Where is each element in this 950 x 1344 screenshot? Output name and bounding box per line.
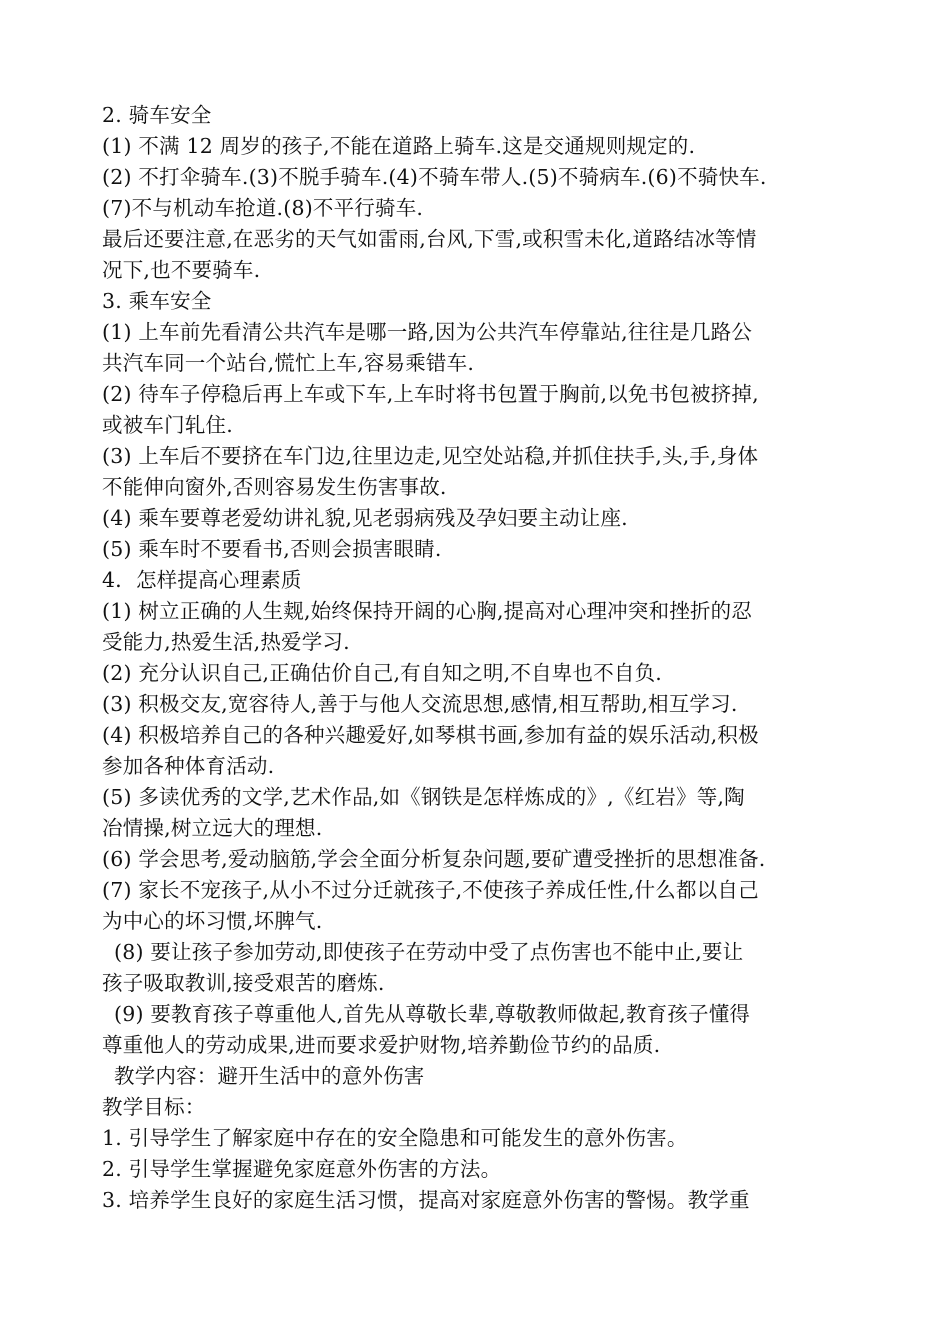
paragraph-line: 况下,也不要骑车. (102, 258, 261, 282)
section-heading-ride-safety: 3. 乘车安全 (102, 289, 212, 313)
paragraph-line: (7) 家长不宠孩子,从小不过分迁就孩子,不使孩子养成任性,什么都以自己 (102, 878, 759, 902)
paragraph-line: 或被车门轧住. (102, 413, 233, 437)
paragraph-line: 受能力,热爱生活,热爱学习. (102, 630, 350, 654)
section-heading-bike-safety: 2. 骑车安全 (102, 103, 212, 127)
paragraph-line: 尊重他人的劳动成果,进而要求爱护财物,培养勤俭节约的品质. (102, 1033, 661, 1057)
paragraph-line: (4) 乘车要尊老爱幼讲礼貌,见老弱病残及孕妇要主动让座. (102, 506, 628, 530)
paragraph-line: 共汽车同一个站台,慌忙上车,容易乘错车. (102, 351, 475, 375)
paragraph-line: (1) 不满 12 周岁的孩子,不能在道路上骑车.这是交通规则规定的. (102, 134, 696, 158)
teaching-content-line: 教学内容：避开生活中的意外伤害 (114, 1064, 425, 1088)
paragraph-line: (4) 积极培养自己的各种兴趣爱好,如琴棋书画,参加有益的娱乐活动,积极 (102, 723, 759, 747)
teaching-goals-heading: 教学目标： (102, 1095, 206, 1119)
paragraph-line: 最后还要注意,在恶劣的天气如雷雨,台风,下雪,或积雪未化,道路结冰等情 (102, 227, 757, 251)
paragraph-line: (6) 学会思考,爱动脑筋,学会全面分析复杂问题,要矿遭受挫折的思想准备. (102, 847, 766, 871)
paragraph-line: (5) 多读优秀的文学,艺术作品,如《钢铁是怎样炼成的》,《红岩》等,陶 (102, 785, 745, 809)
section-heading-psychology: 4．怎样提高心理素质 (102, 568, 302, 592)
paragraph-line: 冶情操,树立远大的理想. (102, 816, 323, 840)
document-body (102, 100, 850, 1216)
goal-item: 2. 引导学生掌握避免家庭意外伤害的方法。 (102, 1157, 502, 1181)
paragraph-line: (3) 上车后不要挤在车门边,往里边走,见空处站稳,并抓住扶手,头,手,身体 (102, 444, 759, 468)
paragraph-line: 孩子吸取教训,接受艰苦的磨炼. (102, 971, 385, 995)
paragraph-line: (3) 积极交友,宽容待人,善于与他人交流思想,感情,相互帮助,相互学习. (102, 692, 738, 716)
paragraph-line: (9) 要教育孩子尊重他人,首先从尊敬长辈,尊敬教师做起,教育孩子懂得 (114, 1002, 751, 1026)
paragraph-line: (2) 充分认识自己,正确估价自己,有自知之明,不自卑也不自负. (102, 661, 663, 685)
paragraph-line: (1) 上车前先看清公共汽车是哪一路,因为公共汽车停靠站,往往是几路公 (102, 320, 753, 344)
paragraph-line: (1) 树立正确的人生觌,始终保持开阔的心胸,提高对心理冲突和挫折的忍 (102, 599, 753, 623)
goal-item: 3. 培养学生良好的家庭生活习惯，提高对家庭意外伤害的警惕。教学重 (102, 1188, 750, 1212)
paragraph-line: (2) 不打伞骑车.(3)不脱手骑车.(4)不骑车带人.(5)不骑病车.(6)不骑快车. (102, 165, 767, 189)
goal-item: 1. 引导学生了解家庭中存在的安全隐患和可能发生的意外伤害。 (102, 1126, 688, 1150)
paragraph-line: (8) 要让孩子参加劳动,即使孩子在劳动中受了点伤害也不能中止,要让 (114, 940, 744, 964)
paragraph-line: 参加各种体育活动. (102, 754, 275, 778)
paragraph-line: (7)不与机动车抢道.(8)不平行骑车. (102, 196, 424, 220)
paragraph-line: 不能伸向窗外,否则容易发生伤害事故. (102, 475, 447, 499)
paragraph-line: (2) 待车子停稳后再上车或下车,上车时将书包置于胸前,以免书包被挤掉, (102, 382, 759, 406)
paragraph-line: (5) 乘车时不要看书,否则会损害眼睛. (102, 537, 442, 561)
paragraph-line: 为中心的坏习惯,坏脾气. (102, 909, 323, 933)
